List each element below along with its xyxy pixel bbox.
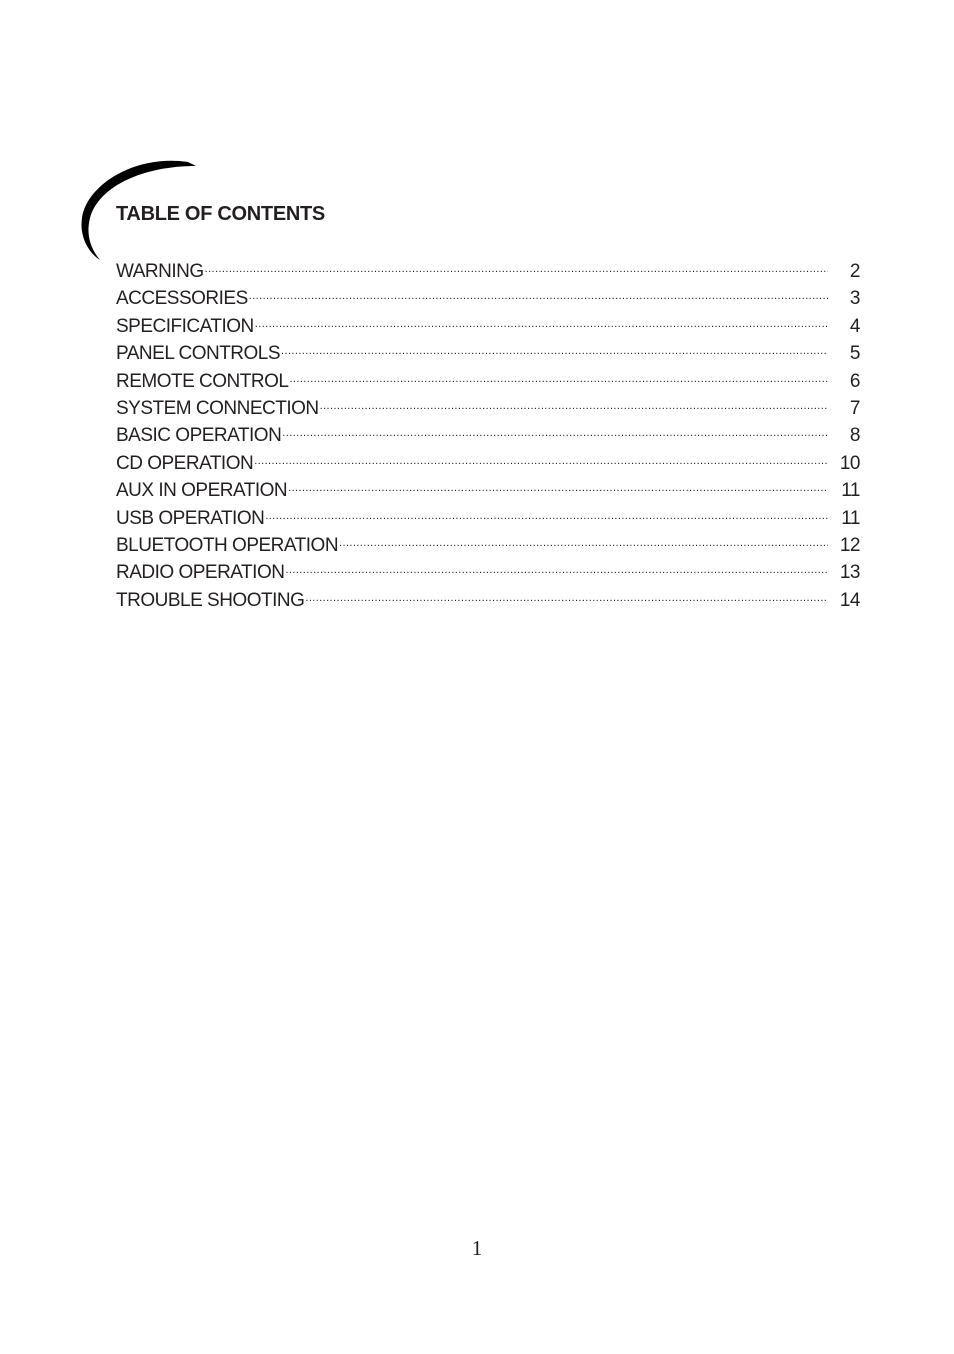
toc-entry — [116, 421, 860, 448]
toc-entry — [116, 367, 860, 394]
toc-leader-dots — [205, 257, 828, 277]
toc-entry — [116, 558, 860, 585]
toc-leader-dots — [320, 394, 828, 414]
toc-leader-dots — [249, 284, 828, 304]
toc-entry-label: AUX IN OPERATION — [116, 480, 288, 502]
toc-entry-label: TROUBLE SHOOTING — [116, 589, 305, 611]
toc-leader-dots — [281, 339, 828, 359]
toc-entry-page: 14 — [839, 589, 860, 611]
toc-entry-label: RADIO OPERATION — [116, 562, 285, 584]
toc-entry — [116, 284, 860, 311]
toc-entry-label: SPECIFICATION — [116, 315, 254, 337]
toc-leader-dots — [339, 531, 828, 551]
toc-entry — [116, 394, 860, 421]
toc-entry-label: WARNING — [116, 261, 204, 282]
toc-entry-page: 8 — [849, 425, 860, 447]
toc-list — [116, 257, 860, 613]
toc-entry — [116, 504, 860, 531]
toc-entry-label: ACCESSORIES — [116, 288, 248, 310]
toc-entry-label: REMOTE CONTROL — [116, 370, 289, 392]
toc-leader-dots — [285, 558, 828, 578]
page-number: 1 — [471, 1236, 483, 1260]
toc-entry — [116, 312, 860, 339]
toc-entry-label: BASIC OPERATION — [116, 425, 282, 447]
toc-leader-dots — [282, 421, 828, 441]
toc-entry — [116, 586, 860, 613]
toc-entry-label: PANEL CONTROLS — [116, 343, 281, 365]
toc-heading: TABLE OF CONTENTS — [116, 203, 325, 225]
toc-entry-page: 2 — [849, 261, 860, 282]
toc-entry — [116, 476, 860, 503]
toc-leader-dots — [265, 504, 828, 524]
toc-leader-dots — [305, 586, 828, 606]
toc-entry — [116, 339, 860, 366]
toc-entry — [116, 531, 860, 558]
toc-entry-page: 12 — [839, 534, 860, 556]
toc-entry-page: 10 — [839, 452, 860, 474]
toc-entry-page: 11 — [841, 507, 860, 529]
toc-entry-page: 5 — [849, 343, 860, 365]
toc-entry — [116, 449, 860, 476]
toc-leader-dots — [255, 312, 828, 332]
toc-entry-label: SYSTEM CONNECTION — [116, 397, 319, 419]
toc-leader-dots — [254, 449, 828, 469]
toc-leader-dots — [289, 367, 828, 387]
toc-entry-label: BLUETOOTH OPERATION — [116, 534, 339, 556]
toc-entry-label: USB OPERATION — [116, 507, 265, 529]
toc-entry-page: 7 — [849, 397, 860, 419]
toc-entry-page: 6 — [849, 370, 860, 392]
toc-leader-dots — [288, 476, 828, 496]
toc-entry-page: 4 — [849, 315, 860, 337]
toc-entry-page: 3 — [849, 288, 860, 310]
toc-entry-page: 13 — [839, 562, 860, 584]
toc-entry-label: CD OPERATION — [116, 452, 254, 474]
toc-entry-page: 11 — [841, 480, 860, 502]
toc-entry — [116, 257, 860, 284]
